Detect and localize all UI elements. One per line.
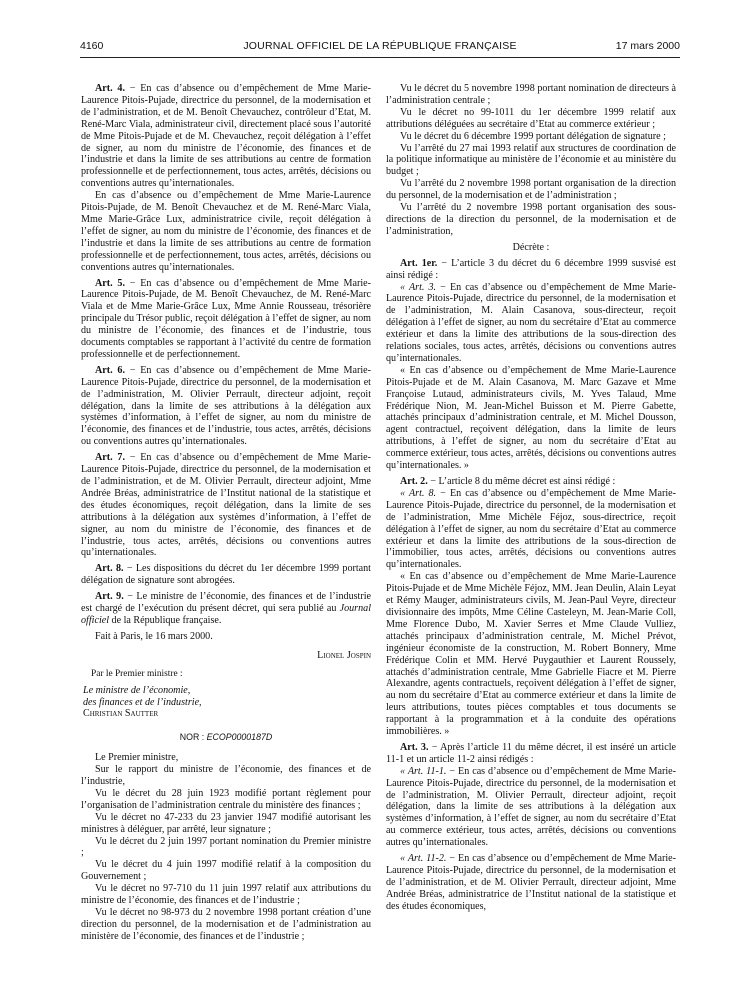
visa-item: Vu le décret no 97-710 du 11 juin 1997 relatif aux attributions du ministre de l’économie, des finances et de l’industrie ; xyxy=(81,883,371,907)
nor-code: ECOP0000187D xyxy=(206,732,273,743)
article-2-quote xyxy=(386,488,676,571)
journal-title: JOURNAL OFFICIEL DE LA RÉPUBLIQUE FRANÇAISE xyxy=(243,40,517,52)
article-2-label: Art. 2. xyxy=(400,476,428,487)
article-3-intro: − Après l’article 11 du même décret, il est inséré un article 11-1 et un article 11-2 ainsi rédigés : xyxy=(386,741,676,765)
article-7-paragraph xyxy=(81,452,371,559)
article-9-label: Art. 9. xyxy=(95,591,124,603)
visa-item: Vu l’arrêté du 2 novembre 1998 portant organisation des sous-directions de la direction du personnel, de la modernisation et de l’administration, xyxy=(386,202,676,237)
article-9-text-end: de la République française. xyxy=(109,614,222,626)
article-2-paragraph xyxy=(386,476,676,488)
page-number: 4160 xyxy=(80,40,104,52)
article-9-paragraph xyxy=(81,591,371,627)
article-2-quote-paragraph-2: « En cas d’absence ou d’empêchement de Mme Marie-Laurence Pitois-Pujade et de Mme Michèle Féjoz, MM. Jean Deulin, Alain Leyat et Rémy Mauger, administrateurs civils, M. Jean-Paul Veyre, directeur divisionnaire des impôts, Mme Céline Casteleyn, M. Jean-Marie Coll, Mme Florence Dubo, M. Xavier Serres et Mme Claude Vulliez, attachés principaux d’administration centrale, M. Michel Prévot, ingénieur économiste de la construction, M. Robert Bonnery, Mme Frédérique Colin et MM. Hervé Puygauthier et Laurent Roussely, attachés d’administration centrale, Mme Gabrielle Fiacre et M. Pierre Alexandre, agents contractuels, reçoivent délégation à l’effet de signer, au nom du secrétaire d’Etat au commerce extérieur et dans la limite de leurs attributions, toutes pièces comptables et tous documents se rapportant à la programmation et à la conduite des opérations immobilières. » xyxy=(386,571,676,738)
article-6-text: − En cas d’absence ou d’empêchement de Mme Marie-Laurence Pitois-Pujade, directrice du personnel, de la modernisation et de l’administration, M. Olivier Perrault, directeur adjoint, reçoit délégation, dans la limite de ses attributions à la délégation aux systèmes d’information, à l’effet de signer, au nom du ministre de l’économie, des finances et de l’industrie, tous actes, arrêtés, décisions ou conventions autres qu’internationales. xyxy=(81,364,372,448)
article-1-paragraph xyxy=(386,258,676,282)
article-4-paragraph-2: En cas d’absence ou d’empêchement de Mme Marie-Laurence Pitois-Pujade, de M. Benoît Chevauchez et de M. René-Marc Viala, Mme Marie-Grâce Lux, administratrice civile, reçoit délégation à l’effet de signer, au nom du ministre de l’économie, des finances et de l’industrie et dans la limite de ses attributions au centre de formation professionnelle et de perfectionnement, tous actes, arrêtés, décisions ou conventions autres qu’internationales. xyxy=(81,190,371,273)
quoted-article-11-2-label: « Art. 11-2. xyxy=(400,853,447,865)
article-8-label: Art. 8. xyxy=(95,563,124,575)
journal-officiel-italic: Journal officiel xyxy=(81,603,371,626)
quoted-article-11-1-label: « Art. 11-1. xyxy=(400,765,447,777)
minister-name: Christian Sautter xyxy=(83,708,159,720)
article-8-text: − Les dispositions du décret du 1er décembre 1999 portant délégation de signature sont abrogées. xyxy=(81,563,371,587)
article-5-label: Art. 5. xyxy=(95,277,126,289)
article-5-text: − En cas d’absence ou d’empêchement de Mme Marie-Laurence Pitois-Pujade, de M. Benoît Chevauchez, de M. René-Marc Viala et de Mme Marie-Grâce Lux, Mme Annie Rousseau, trésorière principale du Trésor public, reçoit délégation à l’effet de signer, au nom du ministre de l’économie, des finances et de l’industrie, tous documents comptables se rapportant à l’activité du centre de formation professionnelle et de perfectionnement. xyxy=(81,277,372,360)
right-column xyxy=(386,83,676,913)
minister-title-line-2: des finances et de l’industrie, xyxy=(83,696,202,708)
article-4-label: Art. 4. xyxy=(95,83,126,94)
quoted-article-8-text: − En cas d’absence ou d’empêchement de Mme Marie-Laurence Pitois-Pujade, directrice du personnel, de la modernisation et de l’administration, Mme Michèle Féjoz, sous-directrice, reçoit délégation à l’effet de signer, au nom du secrétaire d’Etat au commerce extérieur et dans la limite des attributions de la sous-direction de l’immobilier, tous actes, arrêtés, décisions ou conventions autres qu’internationales. xyxy=(386,487,677,571)
nor-reference xyxy=(81,732,371,744)
article-7-label: Art. 7. xyxy=(95,452,126,464)
quoted-article-3-text: − En cas d’absence ou d’empêchement de Mme Marie-Laurence Pitois-Pujade, directrice du personnel, de la modernisation et de l’administration, M. Alain Casanova, sous-directeur, reçoit délégation à l’effet de signer, au nom du secrétaire d’Etat au commerce extérieur et dans la limite des attributions de la sous-direction des relations sociales, tous actes, arrêtés, décisions ou conventions autres qu’internationales. xyxy=(386,281,677,364)
signature-place-date: Fait à Paris, le 16 mars 2000. xyxy=(95,630,213,642)
article-6-paragraph xyxy=(81,365,371,448)
left-column xyxy=(81,83,371,943)
article-2-intro: − L’article 8 du même décret est ainsi rédigé : xyxy=(427,476,616,487)
article-1-label: Art. 1er. xyxy=(400,257,438,269)
visa-item: Vu l’arrêté du 27 mai 1993 relatif aux structures de coordination de la politique informatique au ministère de l’économie et au ministère du budget ; xyxy=(386,142,676,178)
article-1-quote-paragraph-2: « En cas d’absence ou d’empêchement de Mme Marie-Laurence Pitois-Pujade et de M. Alain Casanova, M. Marc Gazave et Mme Françoise Lutaud, administrateurs civils, M. Yves Talaud, Mme Frédérique Nion, M. Jean-Michel Buisson et M. Pierre Gabette, attachés principaux d’administration centrale, et M. Michel Dousson, agent contractuel, reçoivent délégation, dans la limite de leurs attributions, à l’effet de signer, au nom du secrétaire d’Etat au commerce extérieur, tous actes, arrêtés, décisions ou conventions autres qu’internationales. » xyxy=(386,364,676,472)
premier-ministre-heading: Le Premier ministre, xyxy=(95,752,179,764)
nor-label: NOR : xyxy=(179,732,207,743)
quoted-article-8-label: « Art. 8. xyxy=(400,487,437,499)
article-3-paragraph xyxy=(386,742,676,766)
visa-item: Vu le décret du 4 juin 1997 modifié relatif à la composition du Gouvernement ; xyxy=(81,859,371,883)
quoted-article-3-label: « Art. 3. xyxy=(400,281,437,293)
article-3-label: Art. 3. xyxy=(400,741,429,753)
article-5-paragraph xyxy=(81,278,371,361)
decrete-heading: Décrète : xyxy=(512,241,550,253)
header-rule xyxy=(80,57,680,58)
visa-item: Vu le décret du 28 juin 1923 modifié portant règlement pour l’organisation de l’administration centrale du ministère des finances ; xyxy=(81,787,371,811)
visa-item: Vu le décret du 5 novembre 1998 portant nomination de directeurs à l’administration centrale ; xyxy=(386,83,676,106)
article-1-quote xyxy=(386,282,676,365)
quoted-article-11-1-text: − En cas d’absence ou d’empêchement de Mme Marie-Laurence Pitois-Pujade, directrice du personnel, de la modernisation et de l’administration, M. Olivier Perrault, directeur adjoint, reçoit délégation, dans la limite de ses attributions à la délégation aux systèmes d’information, à l’effet de signer, au nom du secrétaire d’Etat au commerce extérieur, tous actes, arrêtés, décisions ou conventions autres qu’internationales. xyxy=(386,765,677,849)
article-7-text: − En cas d’absence ou d’empêchement de Mme Marie-Laurence Pitois-Pujade, directrice du personnel, de la modernisation et de l’administration, et de M. Olivier Perrault, directeur adjoint, Mme Andrée Bréas, administratrice de l’Institut national de la statistique et des études économiques, reçoit délégation, dans la limite de ses attributions à la délégation aux systèmes d’information, à l’effet de signer, au nom du ministre de l’économie, des finances et de l’industrie, tous actes, arrêtés, décisions ou conventions autres qu’internationales. xyxy=(81,452,372,559)
par-le-premier-ministre: Par le Premier ministre : xyxy=(91,668,183,679)
prime-minister-signature: Lionel Jospin xyxy=(317,649,371,661)
article-3-quote-11-2 xyxy=(386,853,676,913)
visa-item: Vu le décret no 98-973 du 2 novembre 1998 portant création d’une direction du personnel, de la modernisation et de l’administration au ministère de l’économie, des finances et de l’industrie ; xyxy=(81,907,371,942)
article-9-text: − Le ministre de l’économie, des finances et de l’industrie est chargé de l’exécution du présent décret, qui sera publié au xyxy=(81,591,371,615)
article-6-label: Art. 6. xyxy=(95,364,126,376)
visa-item: Vu le décret no 47-233 du 23 janvier 1947 modifié autorisant les ministres à déléguer, par arrêté, leur signature ; xyxy=(81,811,371,835)
article-4-paragraph xyxy=(81,83,371,190)
visa-item: Vu le décret du 6 décembre 1999 portant délégation de signature ; xyxy=(400,130,666,142)
issue-date: 17 mars 2000 xyxy=(615,40,680,52)
article-8-paragraph xyxy=(81,563,371,587)
article-1-intro: − L’article 3 du décret du 6 décembre 1999 susvisé est ainsi rédigé : xyxy=(386,257,677,281)
visa-item: Vu le décret du 2 juin 1997 portant nomination du Premier ministre ; xyxy=(81,835,371,859)
article-4-text: − En cas d’absence ou d’empêchement de Mme Marie-Laurence Pitois-Pujade, directrice du personnel, de la modernisation et de l’administration, et de M. Benoît Chevauchez, contrôleur d’Etat, M. René-Marc Viala, administrateur civil, directement placé sous l’autorité de Mme Pitois-Pujade et de M. Chevauchez, reçoit délégation à l’effet de signer, au nom du ministre de l’économie, des finances et de l’industrie et dans la limite de ses attributions au centre de formation professionnelle et de perfectionnement, tous actes, arrêtés, décisions ou conventions autres qu’internationales. xyxy=(81,83,372,190)
visa-item: Vu le décret no 99-1011 du 1er décembre 1999 relatif aux attributions déléguées au secrétaire d’Etat au commerce extérieur ; xyxy=(386,106,676,130)
article-3-quote-11-1 xyxy=(386,766,676,849)
page-header xyxy=(80,40,680,56)
visa-item: Vu l’arrêté du 2 novembre 1998 portant organisation de la direction du personnel, de la modernisation et de l’administration ; xyxy=(386,178,676,202)
visa-item: Sur le rapport du ministre de l’économie, des finances et de l’industrie, xyxy=(81,764,371,788)
quoted-article-11-2-text: − En cas d’absence ou d’empêchement de Mme Marie-Laurence Pitois-Pujade, directrice du personnel, de la modernisation et de l’administration, et de M. Olivier Perrault, directeur adjoint, Mme Andrée Bréas, administratrice de l’Institut national de la statistique et des études économiques, xyxy=(386,853,677,912)
minister-title-line-1: Le ministre de l’économie, xyxy=(83,684,191,696)
